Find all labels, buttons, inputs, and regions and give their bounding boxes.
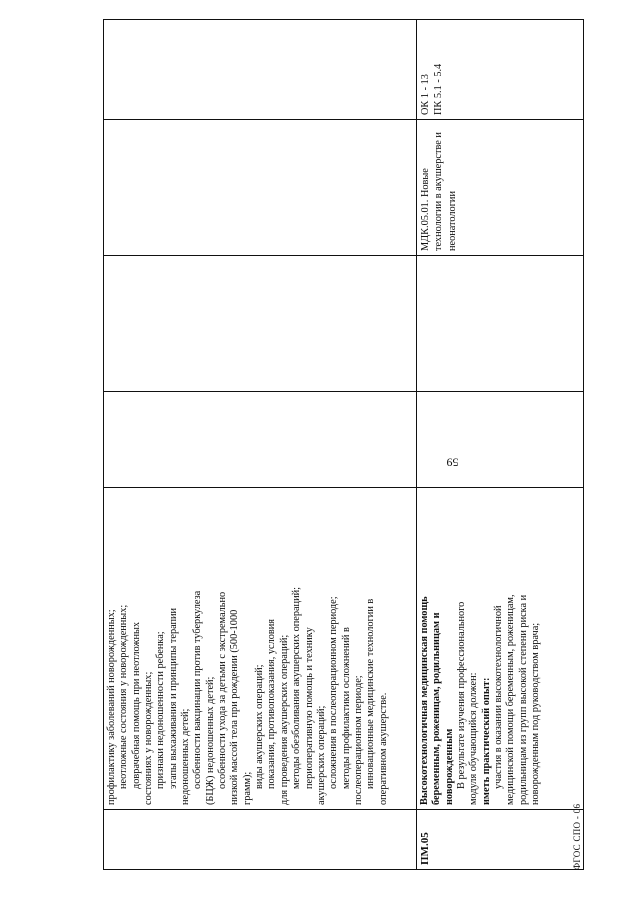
- content-line: акушерских операций;: [315, 705, 327, 805]
- content-line: методы обезболивания акушерских операций;: [291, 587, 303, 789]
- content-line: особенности вакцинации против туберкулеза: [192, 590, 204, 789]
- module-code-cell: [417, 810, 584, 870]
- empty-cell: [104, 256, 417, 392]
- content-line: родильницам из групп высокой степени риска и: [517, 594, 529, 805]
- page-number: 59: [446, 455, 459, 470]
- content-lines: [456, 492, 542, 805]
- content-line: для проведения акушерских операций;: [278, 634, 290, 805]
- content-line: новорожденным под руководством врача;: [530, 622, 542, 805]
- content-line: доврачебная помощь при неотложных: [130, 621, 142, 789]
- module-title-line: Высокотехнологичная медицинская помощь: [419, 596, 430, 805]
- content-line: иметь практический опыт:: [480, 677, 492, 805]
- competencies-cell: [417, 20, 584, 120]
- content-line: профилактику заболеваний новорожденных;: [106, 609, 117, 805]
- content-line: медицинской помощи беременным, роженицам,: [505, 594, 517, 805]
- content-lines: [106, 492, 390, 805]
- content-line: методы профилактики осложнений в: [340, 627, 352, 789]
- competency-pk: ПК 5.1 - 5.4: [433, 63, 445, 115]
- empty-cell: [104, 392, 417, 488]
- content-line: низкой массой тела при рождении (500-1000: [229, 609, 241, 805]
- discipline-cell: [104, 120, 417, 256]
- content-line: модуля обучающийся должен:: [468, 672, 480, 805]
- content-line: участия в оказании высокотехнологичной: [493, 605, 505, 789]
- table-row: [417, 20, 584, 870]
- content-line: В результате изучения профессионального: [456, 601, 468, 789]
- module-title-line: беременным, роженицам, родильницам и: [431, 612, 443, 805]
- content-line: (БЦЖ) недоношенных детей;: [204, 676, 216, 805]
- module-content-cell: [104, 488, 417, 810]
- content-line: неотложные состояния у новорожденных;: [118, 604, 130, 789]
- content-line: виды акушерских операций;: [254, 664, 266, 789]
- content-line: состояниях у новорожденных;: [143, 671, 155, 805]
- empty-cell: [417, 256, 584, 392]
- content-line: оперативном акушерстве.: [377, 692, 389, 805]
- footer-code: ФГОС СПО - 06: [572, 803, 582, 870]
- content-line: инновационные медицинские технологии в: [365, 598, 377, 789]
- content-line: послеоперационном периоде;: [352, 675, 364, 805]
- rotated-page: [0, 20, 590, 880]
- module-content-cell: [417, 488, 584, 810]
- table-row: [104, 20, 417, 870]
- module-code-cell: [104, 810, 417, 870]
- content-line: грамм);: [241, 771, 253, 805]
- module-code: ПМ.05: [419, 832, 431, 865]
- content-line: показания, противопоказания, условия: [266, 619, 278, 789]
- discipline-cell: [417, 120, 584, 256]
- content-line: периоперативную помощь и технику: [303, 627, 315, 789]
- empty-cell: [417, 392, 584, 488]
- content-line: этапы выхаживания и принципы терапии: [167, 607, 179, 789]
- module-title: [419, 492, 456, 805]
- discipline-name: МДК.05.01. Новые технологии в акушерстве и неонатологии: [420, 132, 458, 251]
- module-title-line: новорожденным: [443, 728, 455, 805]
- curriculum-table: [103, 19, 584, 870]
- content-line: особенности ухода за детьми с экстремально: [217, 591, 229, 789]
- competencies-cell: [104, 20, 417, 120]
- content-line: признаки недоношенности ребенка;: [155, 631, 167, 789]
- competency-ok: ОК 1 - 13: [420, 74, 431, 115]
- content-line: недоношенных детей;: [180, 708, 192, 805]
- content-line: осложнения в послеоперационном периоде;: [328, 596, 340, 789]
